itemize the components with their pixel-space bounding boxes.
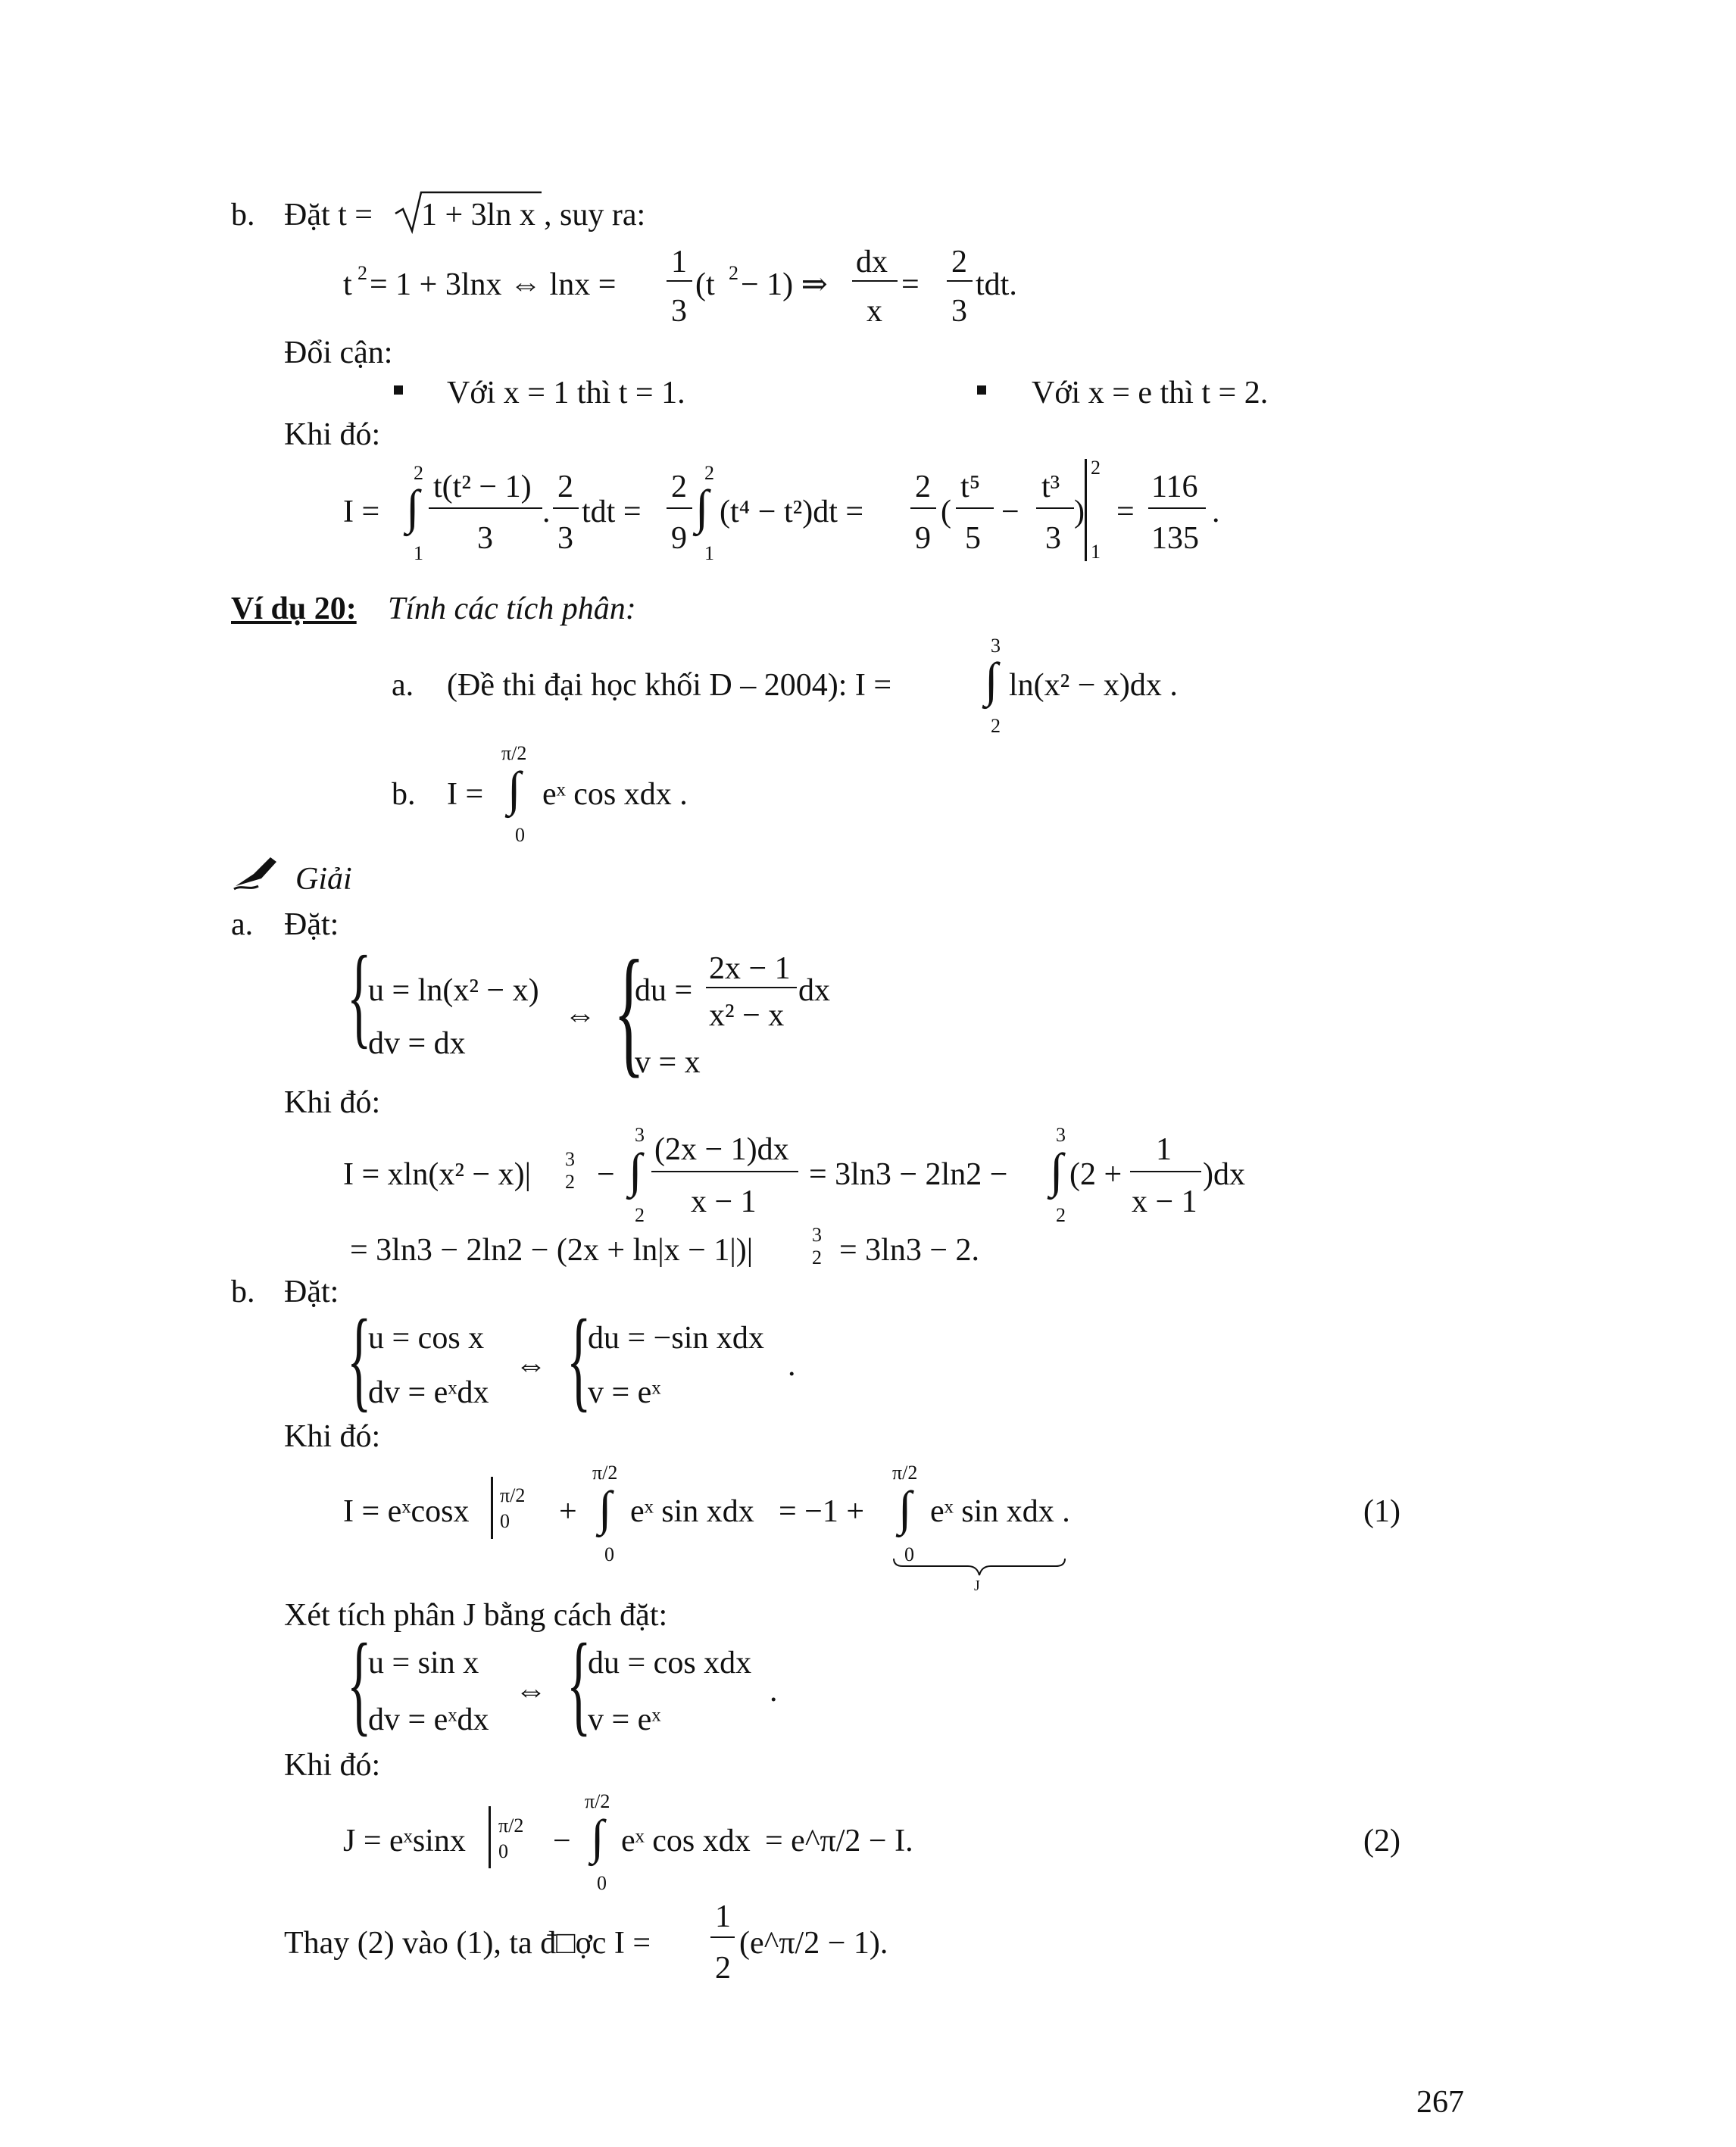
brace-label-j: J [974,1577,980,1594]
sol-b-sys2-1: v = eˣ [588,1375,661,1410]
res-f6-bar [1036,507,1074,509]
res-f3-bar [667,507,692,509]
sol-a-du: du = [635,973,693,1008]
res-open: ( [941,495,951,529]
j-sys2-1: v = eˣ [588,1702,661,1737]
eval-bar-2 [491,1477,493,1539]
line1-frac2-den: x [866,294,882,329]
res-low: 1 [414,542,423,564]
res-ans-num: 116 [1151,470,1198,504]
sol-a-sys1-1: dv = dx [368,1026,466,1061]
a-line1-low: 2 [565,1171,575,1193]
brace-b1: { [347,1297,372,1422]
sol-b-equiv: ⇔ [515,1348,547,1383]
j-sys1-1: dv = eˣdx [368,1702,489,1737]
res-f4-bar [910,507,936,509]
j-line-up: π/2 [498,1815,524,1836]
res-int2-low: 1 [704,542,714,564]
res-f5-den: 5 [965,521,981,556]
res-f2-den: 3 [557,521,573,556]
res-up: 2 [414,462,423,484]
j-line-start: J = eˣsinx [343,1824,466,1858]
res-f2-num: 2 [557,470,573,504]
b-line1-int-low: 0 [604,1543,614,1565]
dat-t-text: Đặt t = [284,198,373,232]
integral-sign-1: ∫ [406,480,420,534]
brace-j1: { [347,1621,372,1746]
doi-can-label: Đổi cận: [284,335,393,370]
example-a-integrand: ln(x² − x)dx . [1009,668,1178,703]
sol-a-sys1-0: u = ln(x² − x) [368,973,539,1008]
eval-bar-3 [489,1806,491,1868]
line1-frac2-bar [852,280,898,282]
res-eval-up: 2 [1091,457,1101,479]
res-ans-bar [1148,507,1206,509]
integral-sign-2: ∫ [695,480,709,534]
bullet-marker-1 [394,385,403,395]
j-line-int-up: π/2 [585,1790,610,1812]
j-line-low: 0 [498,1840,508,1862]
a-line1-f2-num: 1 [1156,1132,1172,1167]
final-tail: (e^π/2 − 1). [739,1926,888,1961]
line1-eq: = 1 + 3lnx ⇔ lnx = [370,267,617,302]
underbrace [892,1557,1066,1580]
line1-c-sup: 2 [729,262,738,284]
b-line1-up: π/2 [500,1484,526,1506]
b-line1-int2-up: π/2 [892,1462,918,1484]
sol-a-dx: dx [798,973,830,1008]
line1-frac1-bar [667,280,692,282]
brace-b2: { [567,1297,592,1422]
eq-number-2: (2) [1363,1824,1400,1858]
res-eval-low: 1 [1091,541,1101,563]
page-number: 267 [1416,2085,1464,2120]
res-tdt: tdt = [582,495,642,529]
res-integrand: (t⁴ − t²)dt = [720,495,864,529]
j-period: . [770,1674,778,1709]
line1-c: (t [695,267,715,302]
b-line1-int2-low: 0 [904,1543,914,1565]
res-I: I = [343,495,380,529]
a-line1-minus: − [597,1157,615,1192]
pencil-icon [231,856,284,894]
line1-frac1-num: 1 [671,245,687,279]
example-task: Tính các tích phân: [388,591,636,626]
res-close: ) [1074,495,1085,529]
b-line1-integrand: eˣ sin xdx [630,1494,754,1529]
a-line2-low: 2 [812,1247,822,1269]
b-line1-plus: + [559,1494,577,1529]
integral-sign-3: ∫ [985,653,998,707]
b-line1-low: 0 [500,1510,510,1532]
example-b-integrand: eˣ cos xdx . [542,777,688,812]
brace-a1: { [347,933,372,1059]
line1-frac1-den: 3 [671,294,687,329]
sol-a-frac-bar [706,987,797,988]
a-line2-text: = 3ln3 − 2ln2 − (2x + ln|x − 1|)| [350,1233,754,1268]
a-line2-end: = 3ln3 − 2. [839,1233,980,1268]
example-a-low: 2 [991,715,1001,737]
j-equiv: ⇔ [515,1674,547,1709]
integral-sign-5: ∫ [629,1144,642,1197]
example-a-up: 3 [991,635,1001,657]
part-b-label: b. [231,198,255,232]
xet-text: Xét tích phân J bằng cách đặt: [284,1598,668,1633]
j-sys1-0: u = sin x [368,1646,479,1680]
bullet-1-text: Với x = 1 thì t = 1. [447,376,685,410]
res-f4-num: 2 [915,470,931,504]
res-f6-den: 3 [1045,521,1061,556]
a-line1-f2-den: x − 1 [1132,1184,1197,1219]
res-ans-den: 135 [1151,521,1199,556]
example-a-label: a. [392,668,414,703]
sol-a-v: v = x [635,1045,701,1080]
sol-b-dat: Đặt: [284,1275,339,1309]
res-f5-bar [956,507,994,509]
line1-frac3-num: 2 [951,245,967,279]
bullet-marker-2 [977,385,986,395]
sol-b-sys1-0: u = cos x [368,1321,485,1356]
line1-frac2-num: dx [856,245,888,279]
a-line1-mid: = 3ln3 − 2ln2 − [809,1157,1008,1192]
integral-sign-9: ∫ [591,1810,604,1864]
res-end: . [1212,495,1220,529]
res-f2-bar [553,507,579,509]
a-line1-close: )dx [1203,1157,1245,1192]
a-line1-int-up: 3 [635,1124,645,1146]
res-eq: = [1116,495,1135,529]
brace-j2: { [567,1621,592,1746]
khi-do-j: Khi đó: [284,1748,381,1783]
final-text: Thay (2) vào (1), ta đ□ợc I = [284,1926,651,1961]
a-line1-f-num: (2x − 1)dx [654,1132,789,1167]
sqrt-content: 1 + 3ln x [421,198,535,232]
line1-d: − 1) ⇒ [741,267,828,302]
res-f3-den: 9 [671,521,687,556]
res-f4-den: 9 [915,521,931,556]
sol-a-label: a. [231,907,254,942]
sol-b-label: b. [231,1275,255,1309]
res-f5-num: t⁵ [960,470,981,504]
sol-a-dat: Đặt: [284,907,339,942]
final-den: 2 [715,1951,731,1986]
integral-sign-7: ∫ [598,1481,612,1535]
example-title: Ví dụ 20: [231,591,357,626]
j-line-integrand: eˣ cos xdx [621,1824,751,1858]
sol-a-den: x² − x [709,998,785,1033]
a-line1-int2-up: 3 [1056,1124,1066,1146]
res-dot: . [542,495,551,529]
a-line1-start: I = xln(x² − x)| [343,1157,532,1192]
example-b-label: b. [392,777,416,812]
res-f1-bar [429,507,542,509]
line1-t: t [343,267,352,302]
integral-sign-8: ∫ [898,1481,912,1535]
final-num: 1 [715,1899,731,1934]
sol-b-sys2-0: du = −sin xdx [588,1321,764,1356]
line1-t-sup: 2 [358,262,367,284]
res-f1-num: t(t² − 1) [433,470,532,504]
example-b-text: I = [447,777,484,812]
b-line1-mid: = −1 + [779,1494,865,1529]
line1-f: tdt. [976,267,1017,302]
example-a-text: (Đề thi đại học khối D – 2004): I = [447,668,892,703]
a-line1-f-bar [651,1171,798,1172]
eval-bar-1 [1085,459,1087,561]
a-line1-up: 3 [565,1148,575,1170]
j-line-minus: − [553,1824,571,1858]
sol-a-num: 2x − 1 [709,951,791,986]
example-b-low: 0 [515,824,525,846]
integral-sign-4: ∫ [507,762,521,816]
res-int2-up: 2 [704,462,714,484]
example-b-up: π/2 [501,742,527,764]
b-line1-int-up: π/2 [592,1462,618,1484]
khi-do-b1: Khi đó: [284,417,381,452]
a-line1-int-low: 2 [635,1204,645,1226]
giai-heading: Giải [295,862,352,897]
line1-frac3-den: 3 [951,294,967,329]
brace-a2: { [614,932,645,1091]
j-line-int-low: 0 [597,1872,607,1894]
integral-sign-6: ∫ [1050,1144,1063,1197]
sol-a-equiv: ⇔ [564,998,596,1033]
line1-frac3-bar [947,280,973,282]
b-line1-integrand2: eˣ sin xdx . [930,1494,1070,1529]
res-f1-den: 3 [477,521,493,556]
suy-ra-text: , suy ra: [544,198,646,232]
khi-do-a: Khi đó: [284,1085,381,1120]
res-minus: − [1001,495,1019,529]
final-frac-bar [710,1936,735,1938]
bullet-2-text: Với x = e thì t = 2. [1032,376,1269,410]
line1-e: = [901,267,920,302]
sol-b-period: . [788,1348,796,1383]
a-line1-int2-low: 2 [1056,1204,1066,1226]
a-line1-f-den: x − 1 [691,1184,757,1219]
j-sys2-0: du = cos xdx [588,1646,752,1680]
res-f3-num: 2 [671,470,687,504]
eq-number-1: (1) [1363,1494,1400,1529]
b-line1-start: I = eˣcosx [343,1494,470,1529]
sol-b-sys1-1: dv = eˣdx [368,1375,489,1410]
j-line-end: = e^π/2 − I. [765,1824,913,1858]
a-line2-up: 3 [812,1224,822,1246]
khi-do-b: Khi đó: [284,1419,381,1454]
a-line1-open: (2 + [1069,1157,1122,1192]
res-f6-num: t³ [1041,470,1060,504]
a-line1-f2-bar [1130,1171,1201,1172]
